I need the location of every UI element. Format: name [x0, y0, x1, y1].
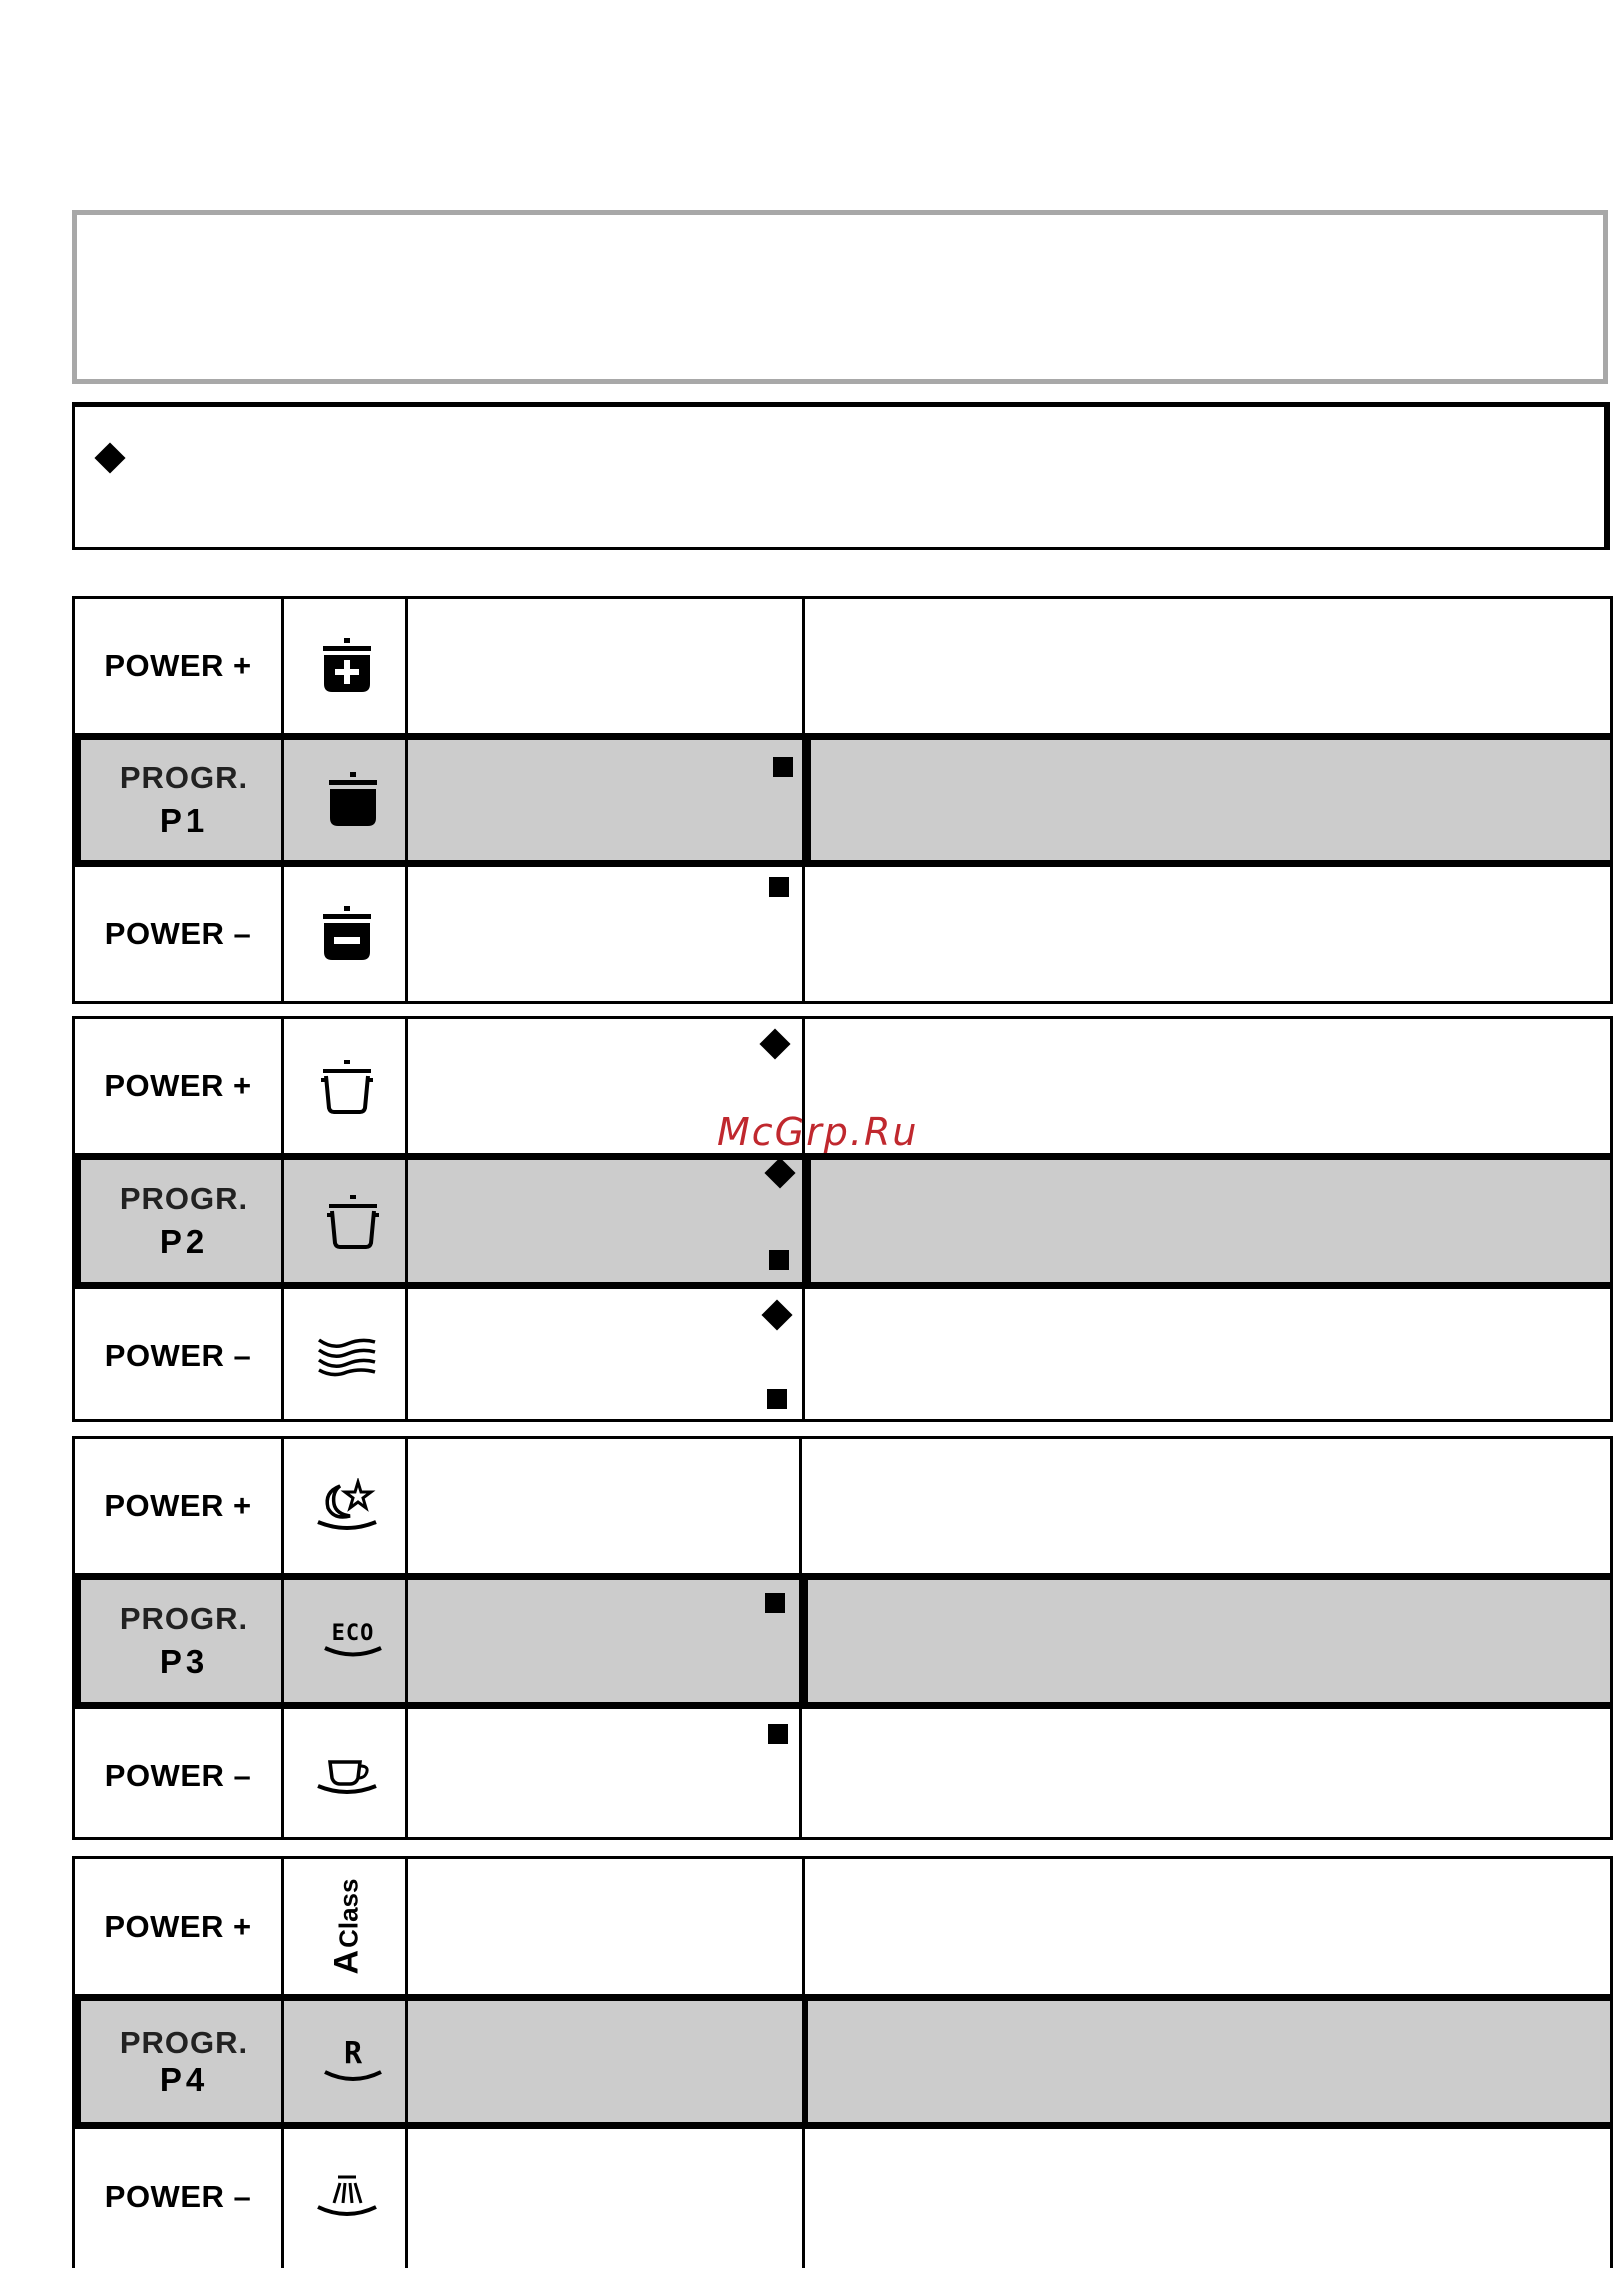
pot-minus-icon [289, 867, 405, 1001]
diamond-marker [759, 1028, 790, 1059]
square-marker [769, 877, 789, 897]
pot-outline-icon [289, 1019, 405, 1153]
progr-label: PROGR. [119, 1601, 249, 1636]
power-minus-label: POWER – [104, 1758, 252, 1793]
square-marker [768, 1724, 788, 1744]
pot-filled-icon [295, 740, 411, 860]
row-program-p4 [75, 1994, 1610, 2129]
program-group-p2 [72, 1016, 1613, 1422]
square-marker [773, 757, 793, 777]
program-number: P2 [159, 1223, 209, 1260]
power-plus-label: POWER + [104, 1908, 252, 1944]
row-program-p2 [75, 1153, 1610, 1289]
program-group-p4 [72, 1856, 1613, 2268]
progr-label: PROGR. [119, 2024, 249, 2060]
r-icon-text: R [343, 2035, 363, 2071]
power-plus-label: POWER + [104, 1488, 252, 1523]
diamond-marker [764, 1157, 795, 1188]
notice-box [72, 402, 1610, 550]
row-power-minus [75, 2129, 1610, 2269]
row-program-p1 [75, 733, 1610, 867]
program-group-p1 [72, 596, 1613, 1004]
diamond-marker [761, 1299, 792, 1330]
program-number: P1 [159, 802, 209, 839]
watermark: McGrp.Ru [717, 1110, 919, 1154]
progr-label: PROGR. [119, 760, 249, 795]
row-power-minus [75, 867, 1610, 1001]
eco-icon [295, 1580, 411, 1702]
power-plus-label: POWER + [104, 648, 252, 683]
power-minus-label: POWER – [104, 916, 252, 951]
square-marker [767, 1389, 787, 1409]
row-power-plus [75, 1439, 1610, 1573]
spray-icon [289, 2129, 405, 2265]
waves-icon [289, 1289, 405, 1423]
pot-outline-icon [295, 1160, 411, 1282]
header-frame [72, 210, 1608, 384]
row-program-p3 [75, 1573, 1610, 1709]
a-class-word: Class [333, 1878, 364, 1948]
power-minus-label: POWER – [104, 1338, 252, 1373]
cup-icon [289, 1709, 405, 1843]
power-plus-label: POWER + [104, 1068, 252, 1103]
row-power-minus [75, 1289, 1610, 1423]
r-icon [295, 2001, 411, 2122]
diamond-bullet [94, 442, 125, 473]
row-power-minus [75, 1709, 1610, 1843]
power-minus-label: POWER – [104, 2179, 252, 2214]
program-number: P3 [159, 1643, 209, 1680]
eco-icon-text: ECO [331, 1621, 375, 1646]
row-power-plus [75, 1859, 1610, 1994]
row-power-plus [75, 599, 1610, 733]
square-marker [765, 1593, 785, 1613]
square-marker [769, 1250, 789, 1270]
program-group-p3 [72, 1436, 1613, 1840]
program-number: P4 [159, 2060, 209, 2098]
a-class-letter: A [327, 1949, 366, 1975]
progr-label: PROGR. [119, 1181, 249, 1216]
a-class-icon [289, 1859, 405, 1994]
night-icon [289, 1439, 405, 1573]
pot-plus-icon [289, 599, 405, 733]
